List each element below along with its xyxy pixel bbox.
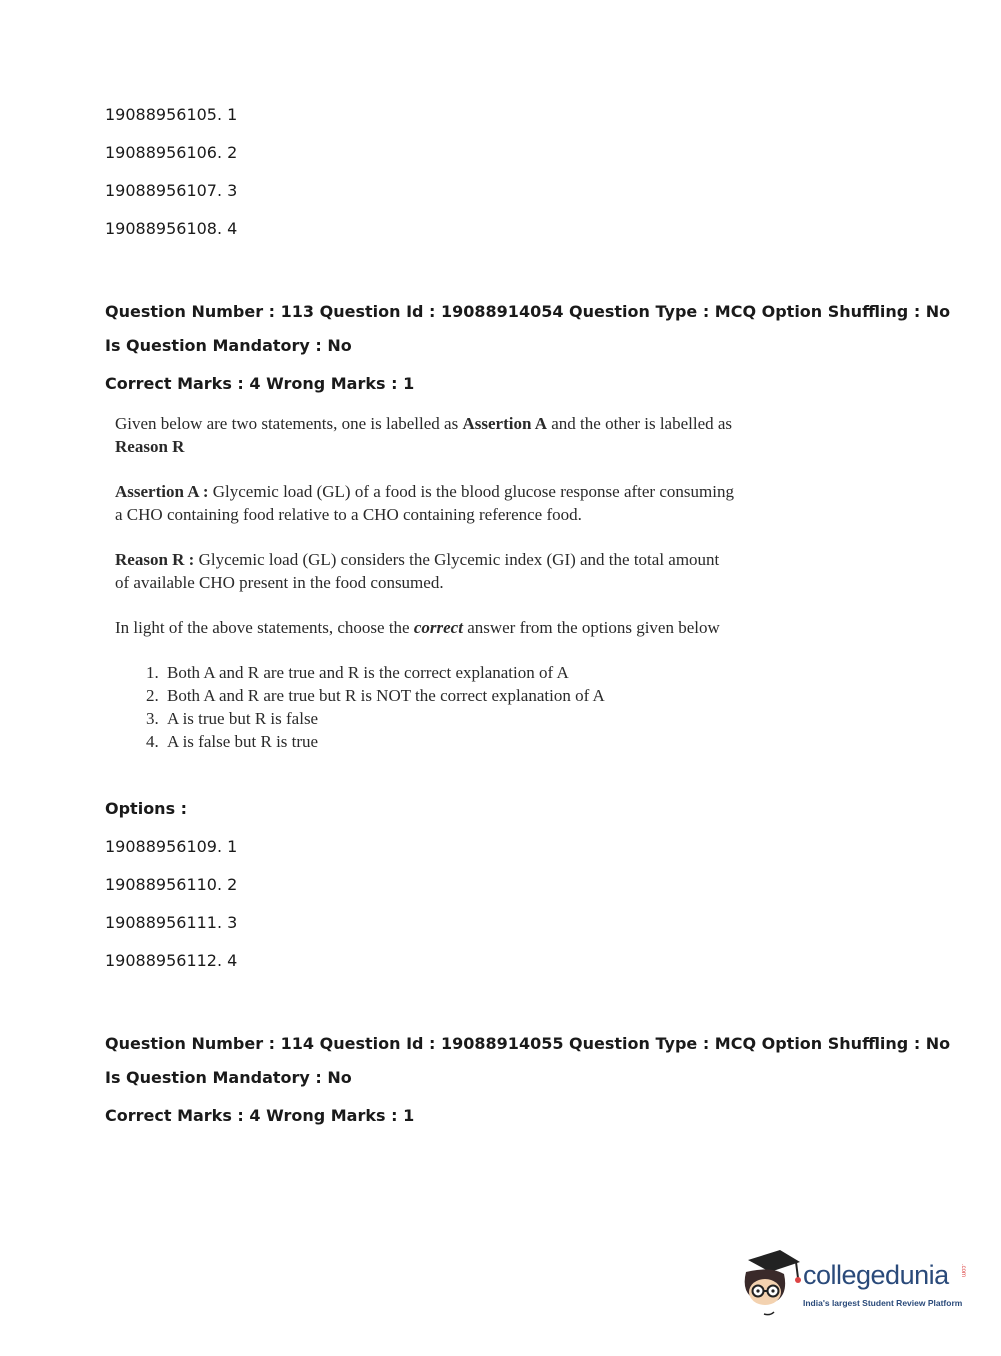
choice-item: 3. A is true but R is false	[163, 707, 735, 730]
choice-item: 1. Both A and R are true and R is the correct explanation of A	[163, 661, 735, 684]
logo-wordmark: collegedunia	[803, 1260, 949, 1290]
choice-item: 4. A is false but R is true	[163, 730, 735, 753]
logo-tagline: India's largest Student Review Platform	[803, 1298, 963, 1308]
option-line: 19088956109. 1	[105, 837, 238, 856]
question-marks: Correct Marks : 4 Wrong Marks : 1	[105, 374, 415, 393]
option-line: 19088956105. 1	[105, 105, 238, 124]
collegedunia-logo	[740, 1248, 970, 1318]
question-header: Question Number : 113 Question Id : 19088914054 Question Type : MCQ Option Shuffling : No	[105, 302, 951, 321]
option-line: 19088956112. 4	[105, 951, 238, 970]
option-line: 19088956108. 4	[105, 219, 238, 238]
mascot-icon	[740, 1248, 802, 1318]
option-line: 19088956107. 3	[105, 181, 238, 200]
question-marks: Correct Marks : 4 Wrong Marks : 1	[105, 1106, 415, 1125]
choice-item: 2. Both A and R are true but R is NOT the correct explanation of A	[163, 684, 735, 707]
option-line: 19088956106. 2	[105, 143, 238, 162]
option-line: 19088956111. 3	[105, 913, 238, 932]
question-mandatory: Is Question Mandatory : No	[105, 1068, 352, 1087]
instruction: In light of the above statements, choose the correct answer from the options given below	[115, 618, 720, 637]
assertion: Assertion A : Glycemic load (GL) of a food is the blood glucose response after consuming a CHO containing food relative to a CHO containing reference food.	[115, 482, 734, 524]
options-label: Options :	[105, 799, 188, 818]
logo-domain: .com	[960, 1264, 966, 1278]
question-mandatory: Is Question Mandatory : No	[105, 336, 352, 355]
question-body	[115, 412, 735, 753]
question-header: Question Number : 114 Question Id : 19088914055 Question Type : MCQ Option Shuffling : No	[105, 1034, 951, 1053]
reason: Reason R : Glycemic load (GL) considers the Glycemic index (GI) and the total amount of available CHO present in the food consumed.	[115, 550, 720, 592]
statement-intro: Given below are two statements, one is labelled as Assertion A and the other is labelled as Reason R	[115, 414, 733, 456]
choice-list	[115, 661, 735, 753]
option-line: 19088956110. 2	[105, 875, 238, 894]
